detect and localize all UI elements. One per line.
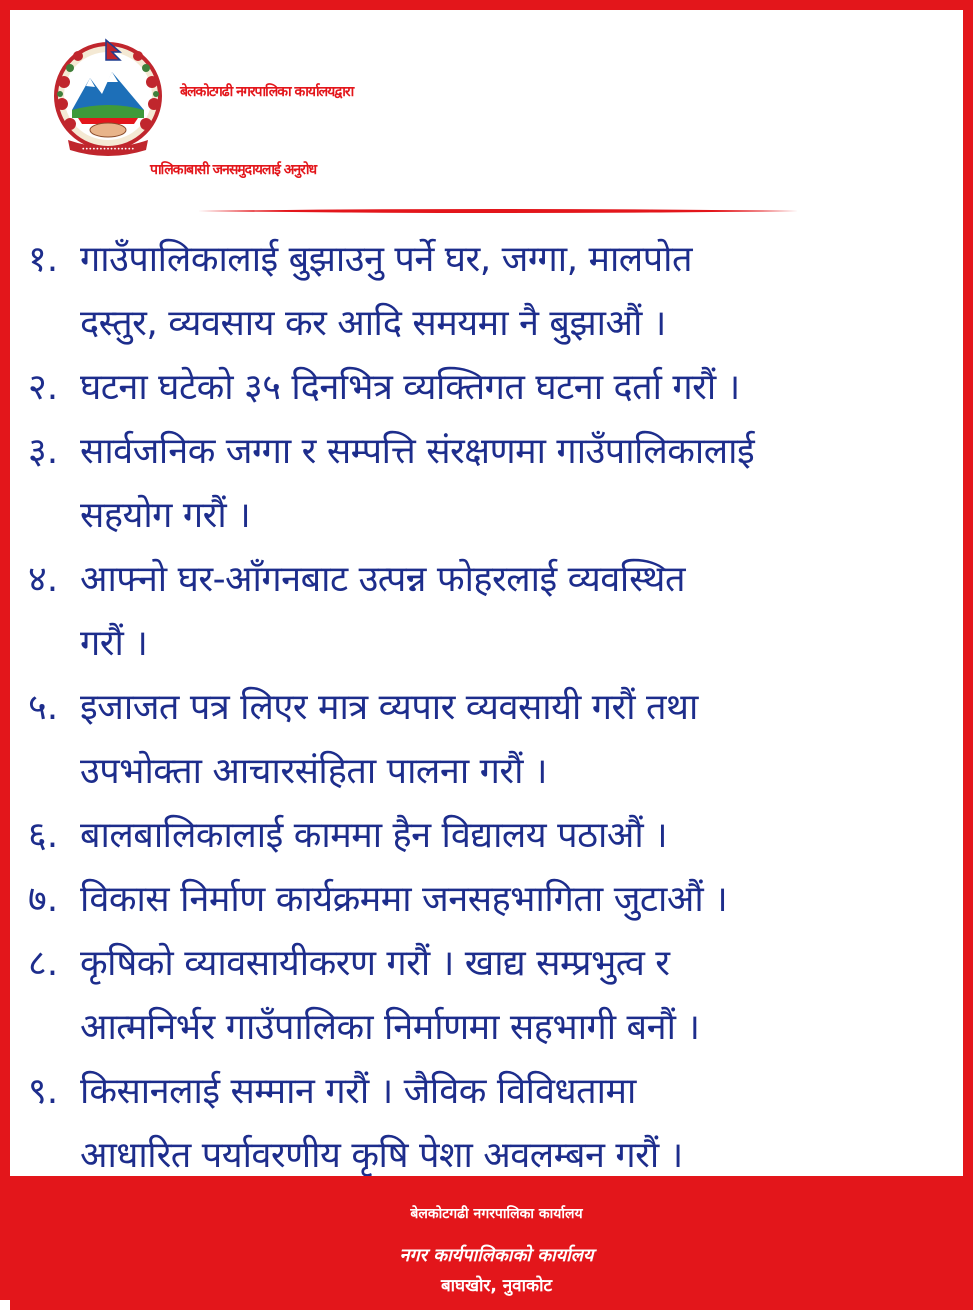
list-item-text: सार्वजनिक जग्गा र सम्पत्ति संरक्षणमा गाउँपालिकालाई (80, 431, 755, 472)
list-item (28, 548, 973, 676)
svg-text:•••••••••••••••: ••••••••••••••• (81, 146, 135, 153)
page-subtitle: पालिकाबासी जनसमुदायलाई अनुरोध (150, 162, 317, 178)
list-item (28, 1060, 973, 1188)
footer-subtitle: नगर कार्यपालिकाको कार्यालय (399, 1245, 594, 1266)
list-item-text: आत्मनिर्भर गाउँपालिका निर्माणमा सहभागी बनौं । (80, 1007, 700, 1048)
list-item (28, 420, 973, 548)
list-item-number: १. (28, 239, 59, 280)
page-title: बेलकोटगढी नगरपालिका कार्यालयद्वारा (180, 84, 354, 100)
list-item-number: २. (28, 367, 59, 408)
list-item-text: किसानलाई सम्मान गरौं । जैविक विविधतामा (80, 1071, 636, 1112)
list-item-text: बालबालिकालाई काममा हैन विद्यालय पठाऔं । (80, 815, 668, 856)
list-item-text: विकास निर्माण कार्यक्रममा जनसहभागिता जुटाऔं । (80, 879, 728, 920)
footer-title: बेलकोटगढी नगरपालिका कार्यालय (410, 1206, 583, 1222)
list-item-text: कृषिको व्यावसायीकरण गरौं । खाद्य सम्प्रभुत्व र (80, 943, 670, 984)
list-item-text: उपभोक्ता आचारसंहिता पालना गरौं । (80, 751, 547, 792)
notice-header (20, 20, 973, 220)
nepal-government-emblem-icon (50, 38, 166, 158)
list-item-number: ४. (28, 559, 59, 600)
list-item-text: गाउँपालिकालाई बुझाउनु पर्ने घर, जग्गा, मालपोत (80, 239, 693, 280)
list-item-text: आधारित पर्यावरणीय कृषि पेशा अवलम्बन गरौं । (80, 1135, 683, 1176)
list-item-number: ९. (28, 1071, 59, 1112)
list-item (28, 676, 973, 804)
list-item-text: घटना घटेको ३५ दिनभित्र व्यक्तिगत घटना दर्ता गरौं । (80, 367, 740, 408)
request-list (28, 228, 973, 1188)
list-item (28, 868, 973, 932)
list-item (28, 228, 973, 356)
list-item-number: ५. (28, 687, 59, 728)
list-item (28, 804, 973, 868)
list-item-text: सहयोग गरौं । (80, 495, 251, 536)
list-item-text: गरौं । (80, 623, 148, 664)
list-item-text: आफ्नो घर-आँगनबाट उत्पन्न फोहरलाई व्यवस्थित (80, 559, 685, 600)
notice-footer (10, 1176, 973, 1310)
list-item (28, 932, 973, 1060)
list-item-number: ३. (28, 431, 59, 472)
list-item (28, 356, 973, 420)
list-item-number: ८. (28, 943, 59, 984)
list-item-number: ६. (28, 815, 59, 856)
list-item-text: इजाजत पत्र लिएर मात्र व्यपार व्यवसायी गरौं तथा (80, 687, 698, 728)
list-item-text: दस्तुर, व्यवसाय कर आदि समयमा नै बुझाऔं । (80, 303, 666, 344)
list-item-number: ७. (28, 879, 59, 920)
footer-address: बाघखोर, नुवाकोट (440, 1276, 553, 1296)
title-divider (198, 208, 798, 214)
